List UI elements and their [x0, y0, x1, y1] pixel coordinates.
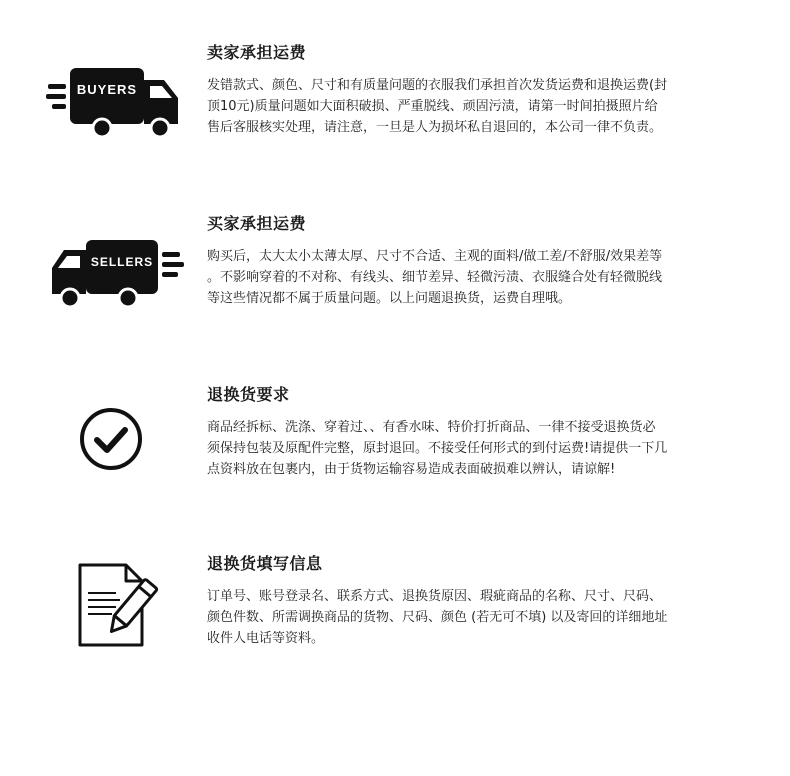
body-line: 须保持包装及原配件完整，原封退回。不接受任何形式的到付运费!请提供一下几	[207, 441, 668, 456]
section-title: 卖家承担运费	[207, 43, 307, 62]
body-line: 等这些情况都不属于质量问题。以上问题退换货，运费自理哦。	[207, 291, 572, 306]
body-line: 点资料放在包裹内，由于货物运输容易造成表面破损难以辨认，请谅解!	[207, 462, 616, 477]
section-text	[207, 211, 757, 309]
body-line: 颜色件数、所需调换商品的货物、尺码、颜色 (若无可不填) 以及寄回的详细地址	[207, 610, 668, 625]
section-body	[207, 417, 757, 480]
section-text	[207, 382, 757, 480]
truck-label: BUYERS	[76, 82, 138, 97]
body-line: 购买后，太大太小太薄太厚、尺寸不合适、主观的面料/做工差/不舒服/效果差等	[207, 249, 663, 264]
body-line: 发错款式、颜色、尺寸和有质量问题的衣服我们承担首次发货运费和退换运费(封	[207, 78, 668, 93]
buyers-truck-icon	[46, 66, 182, 142]
body-line: 顶10元)质量问题如大面积破损、严重脱线、顽固污渍，请第一时间拍摄照片给	[207, 99, 658, 114]
body-line: 售后客服核实处理，请注意，一旦是人为损坏私自退回的，本公司一律不负责。	[207, 120, 663, 135]
body-line: 。不影响穿着的不对称、有线头、细节差异、轻微污渍、衣服缝合处有轻微脱线	[207, 270, 663, 285]
section-text	[207, 551, 757, 649]
section-title: 退换货填写信息	[207, 554, 323, 573]
section-title: 买家承担运费	[207, 214, 307, 233]
body-line: 收件人电话等资料。	[207, 631, 325, 646]
section-body	[207, 75, 757, 138]
document-pen-icon	[76, 563, 168, 653]
truck-label: SELLERS	[90, 255, 154, 269]
section-body	[207, 246, 757, 309]
sellers-truck-icon	[50, 238, 186, 314]
section-body	[207, 586, 757, 649]
body-line: 商品经拆标、洗涤、穿着过、、有香水味、特价打折商品、一律不接受退换货必	[207, 420, 656, 435]
checkmark-circle-icon	[78, 406, 144, 476]
section-title: 退换货要求	[207, 385, 290, 404]
body-line: 订单号、账号登录名、联系方式、退换货原因、瑕疵商品的名称、尺寸、尺码、	[207, 589, 663, 604]
section-text	[207, 40, 757, 138]
